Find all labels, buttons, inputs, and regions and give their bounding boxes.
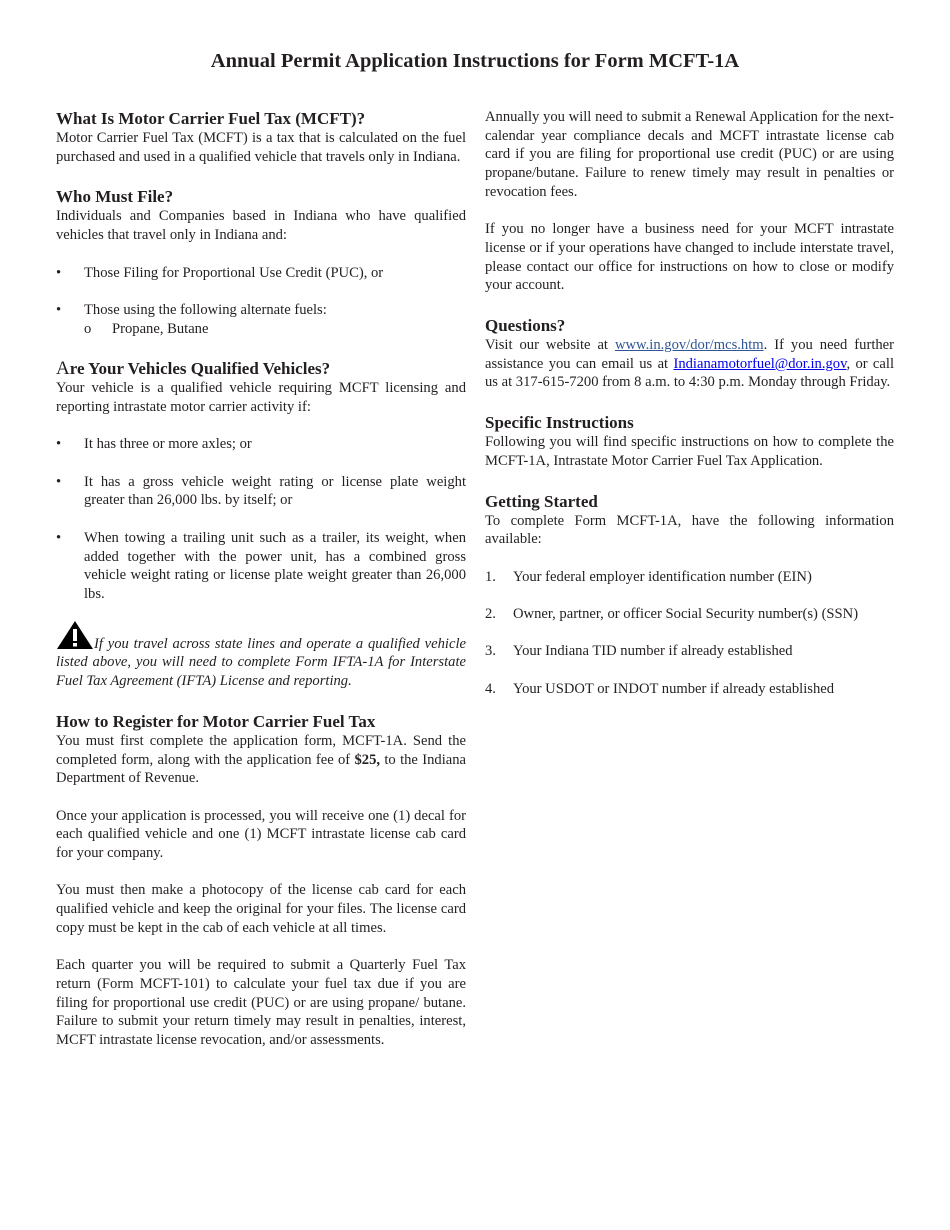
qualified-vehicles-intro: Your vehicle is a qualified vehicle requiring MCFT licensing and reporting intrastate motor carrier activity if:: [56, 380, 466, 415]
website-link[interactable]: www.in.gov/dor/mcs.htm: [614, 337, 764, 354]
required-info-list: [485, 568, 894, 699]
list-item: • When towing a trailing unit such as a trailer, its weight, when added together with the power unit, has a combined gross vehicle weight rating or license plate weight greater than 26,000 lbs.: [56, 529, 466, 602]
who-must-file-list: [56, 264, 466, 320]
list-item: 4. Your USDOT or INDOT number if already established: [485, 680, 835, 697]
qualified-criteria-list: [56, 435, 466, 603]
specific-instructions-paragraph: Following you will find specific instructions on how to complete the MCFT-1A, Intrastate Motor Carrier Fuel Tax Application.: [485, 434, 894, 469]
register-paragraph-4: Each quarter you will be required to submit a Quarterly Fuel Tax return (Form MCFT-101) to calculate your fuel tax due if you are filing for proportional use credit (PUC) or are using propane/ butane. Failure to submit your return timely may result in penalties, interest, MCFT intrastate license revocation, and/or assessments.: [56, 957, 466, 1048]
list-item: • It has a gross vehicle weight rating or license plate weight greater than 26,000 lbs. by itself; or: [56, 473, 466, 509]
heading-questions: Questions?: [485, 316, 566, 336]
list-item: 2. Owner, partner, or officer Social Security number(s) (SSN): [485, 606, 859, 623]
list-item: 3. Your Indiana TID number if already established: [485, 643, 793, 660]
email-link[interactable]: Indianamotorfuel@dor.in.gov: [673, 355, 847, 372]
heading-who-must-file: Who Must File?: [56, 187, 174, 207]
list-item: • It has three or more axles; or: [56, 436, 252, 453]
right-column: [485, 108, 894, 699]
register-paragraph-1: You must first complete the application form, MCFT-1A. Send the completed form, along with the application fee of $25, to the Indiana Department of Revenue.: [56, 732, 466, 787]
list-item: 1. Your federal employer identification number (EIN): [485, 568, 812, 585]
heading-specific-instructions: Specific Instructions: [485, 413, 634, 433]
heading-getting-started: Getting Started: [485, 491, 598, 511]
left-column: [56, 108, 466, 1050]
register-paragraph-2: Once your application is processed, you will receive one (1) decal for each qualified vehicle and one (1) MCFT intrastate license cab card for your company.: [56, 807, 466, 861]
questions-paragraph: Visit our website at www.in.gov/dor/mcs.htm. If you need further assistance you can email us at Indianamotorfuel@dor.in.gov, or call us at 317-615-7200 from 8 a.m. to 4:30 p.m. Monday through Friday.: [485, 337, 895, 391]
renewal-paragraph: Annually you will need to submit a Renewal Application for the next-calendar year compliance decals and MCFT intrastate license cab card if you are filing for proportional use credit (PUC) or are using propane/butane. Failure to renew timely may result in penalties or revocation fees.: [485, 109, 894, 200]
heading-qualified-vehicles: Are Your Vehicles Qualified Vehicles?: [56, 358, 331, 380]
getting-started-intro: To complete Form MCFT-1A, have the following information available:: [485, 512, 894, 548]
who-must-file-intro: Individuals and Companies based in Indiana who have qualified vehicles that travel only in Indiana and:: [56, 208, 466, 244]
heading-what-is-mcft: What Is Motor Carrier Fuel Tax (MCFT)?: [56, 109, 366, 128]
mcft-definition: Motor Carrier Fuel Tax (MCFT) is a tax that is calculated on the fuel purchased and used in a qualified vehicle that travels only in Indiana.: [56, 130, 466, 165]
page-title: Annual Permit Application Instructions for Form MCFT-1A: [210, 50, 740, 72]
warning-icon: [56, 620, 94, 650]
application-fee: $25,: [354, 751, 381, 768]
list-item: • Those using the following alternate fuels:: [56, 301, 327, 318]
close-account-paragraph: If you no longer have a business need for your MCFT intrastate license or if your operations have changed to include interstate travel, please contact our office for instructions on how to close or modify your account.: [485, 221, 894, 294]
list-item: • Those Filing for Proportional Use Credit (PUC), or: [56, 264, 384, 281]
interstate-warning: If you travel across state lines and operate a qualified vehicle listed above, you will need to complete Form IFTA-1A for Interstate Fuel Tax Agreement (IFTA) License and reporting.: [56, 620, 466, 691]
heading-how-to-register: How to Register for Motor Carrier Fuel Tax: [56, 711, 376, 731]
register-paragraph-3: You must then make a photocopy of the license cab card for each qualified vehicle and keep the original for your files. The license card copy must be kept in the cab of each vehicle at all times.: [56, 882, 466, 936]
sub-list-item: o Propane, Butane: [84, 320, 209, 337]
